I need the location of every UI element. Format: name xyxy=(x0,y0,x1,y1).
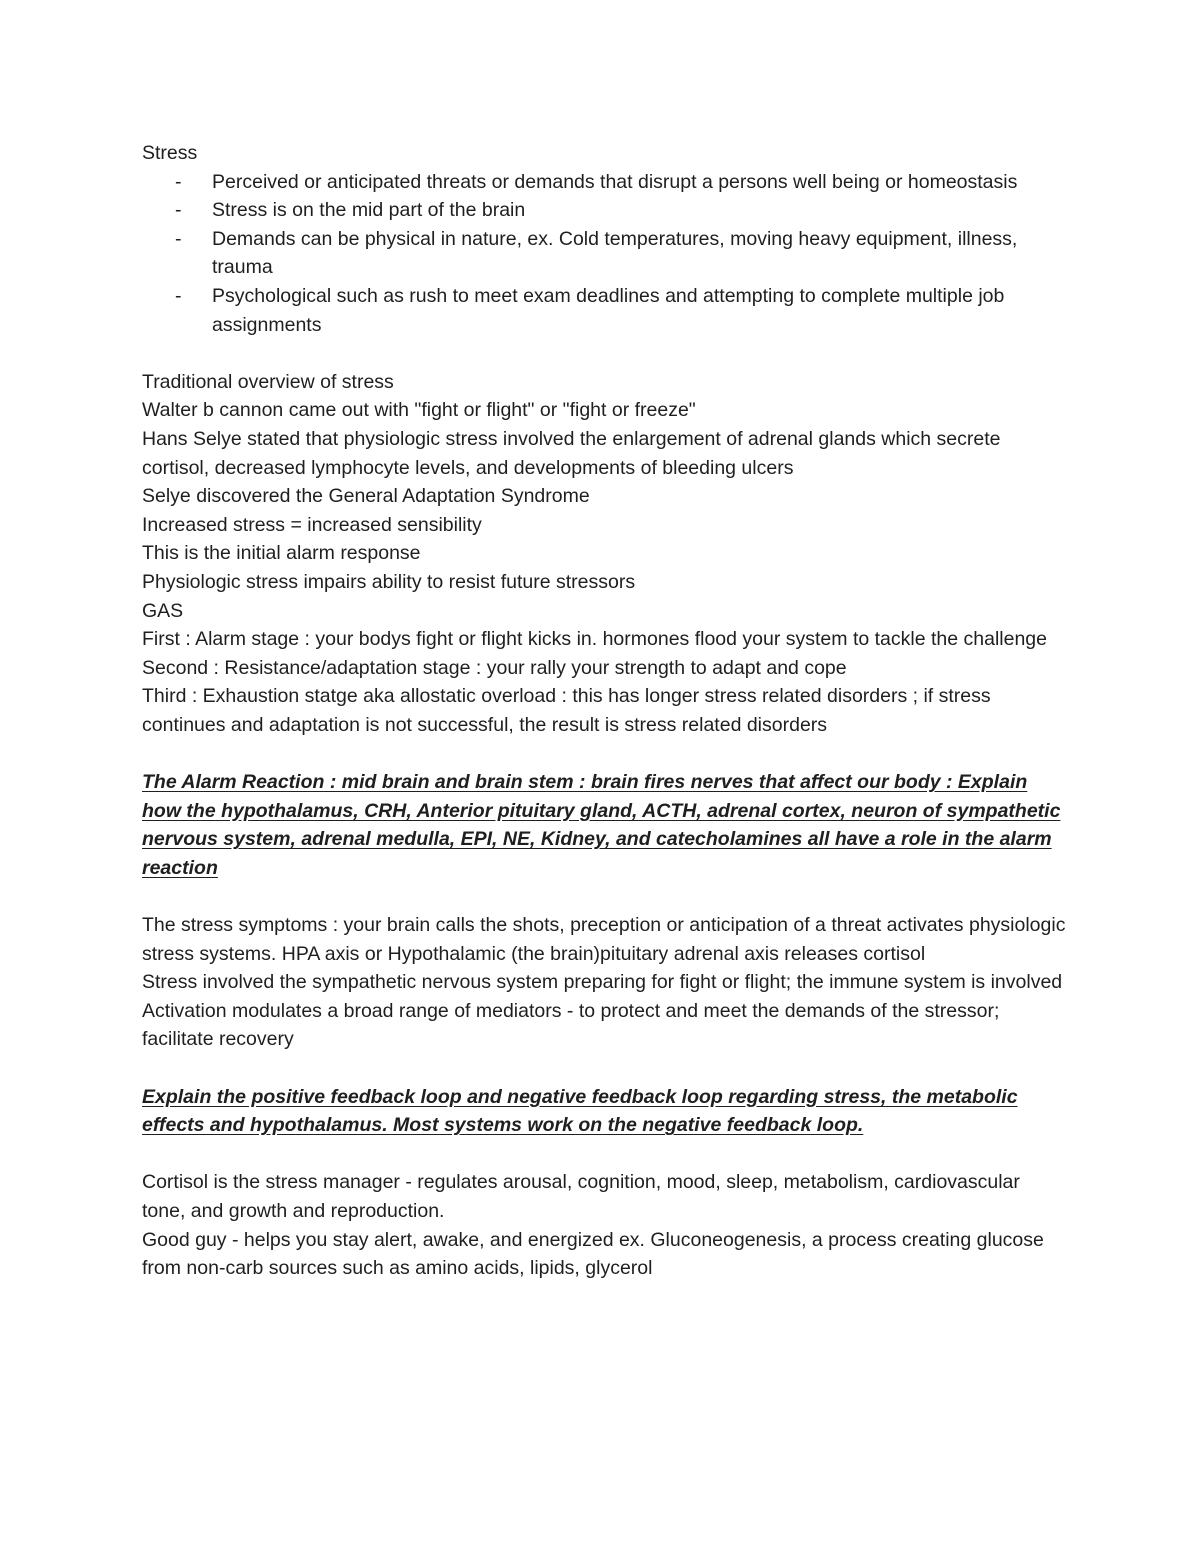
paragraph-line: Walter b cannon came out with "fight or flight" or "fight or freeze" xyxy=(142,399,696,422)
paragraph-gap xyxy=(142,882,1067,911)
paragraph-line: Activation modulates a broad range of mediators - to protect and meet the demands of the stressor; facilitate recovery xyxy=(142,999,1000,1051)
paragraph-line: Good guy - helps you stay alert, awake, and energized ex. Gluconeogenesis, a process creating glucose from non-carb sources such as amino acids, lipids, glycerol xyxy=(142,1228,1044,1280)
paragraph-line: Traditional overview of stress xyxy=(142,370,394,393)
dash-marker: - xyxy=(175,170,182,193)
paragraph-line: Second : Resistance/adaptation stage : your rally your strength to adapt and cope xyxy=(142,656,847,679)
section-title-stress: Stress xyxy=(142,142,198,164)
list-item-text: Psychological such as rush to meet exam deadlines and attempting to complete multiple job assignments xyxy=(212,284,1005,336)
list-item xyxy=(142,225,1067,282)
paragraph-gap xyxy=(142,1054,1067,1083)
paragraph-line: Physiologic stress impairs ability to resist future stressors xyxy=(142,570,636,593)
paragraph-gap xyxy=(142,339,1067,368)
list-item xyxy=(142,282,1067,339)
paragraph-line: First : Alarm stage : your bodys fight or flight kicks in. hormones flood your system to tackle the challenge xyxy=(142,628,1047,651)
section-heading-alarm-reaction: The Alarm Reaction : mid brain and brain stem : brain fires nerves that affect our body : Explain how the hypothalamus, CRH, Anterior pituitary gland, ACTH, adrenal cortex, neuron of sympathetic nervous system, adrenal medulla, EPI, NE, Kidney, and catecholamines all have a role in the alarm reaction xyxy=(142,771,1061,879)
list-item xyxy=(142,196,1067,225)
paragraph-line: The stress symptoms : your brain calls the shots, preception or anticipation of a threat activates physiologic stress systems. HPA axis or Hypothalamic (the brain)pituitary adrenal axis releases cortisol xyxy=(142,914,1066,965)
paragraph-line: Increased stress = increased sensibility xyxy=(142,513,482,536)
dash-marker: - xyxy=(175,227,182,250)
paragraph-line: Stress involved the sympathetic nervous system preparing for fight or flight; the immune system is involved xyxy=(142,971,1063,994)
paragraph-line: Selye discovered the General Adaptation Syndrome xyxy=(142,485,590,508)
list-item-text: Demands can be physical in nature, ex. Cold temperatures, moving heavy equipment, illness, trauma xyxy=(212,227,1018,279)
paragraph-line: Hans Selye stated that physiologic stress involved the enlargement of adrenal glands which secrete cortisol, decreased lymphocyte levels, and developments of bleeding ulcers xyxy=(142,427,1001,479)
dash-marker: - xyxy=(175,199,182,222)
list-item-text: Stress is on the mid part of the brain xyxy=(212,199,526,222)
paragraph-line: GAS xyxy=(142,599,184,622)
paragraph-line: Third : Exhaustion statge aka allostatic overload : this has longer stress related disorders ; if stress continues and adaptation is not successful, the result is stress related disorders xyxy=(142,685,991,736)
paragraph-gap xyxy=(142,739,1067,768)
list-item xyxy=(142,168,1067,197)
paragraph-line: This is the initial alarm response xyxy=(142,542,421,565)
paragraph-gap xyxy=(142,1140,1067,1169)
list-item-text: Perceived or anticipated threats or demands that disrupt a persons well being or homeostasis xyxy=(212,170,1018,193)
section-heading-feedback-loop: Explain the positive feedback loop and negative feedback loop regarding stress, the metabolic effects and hypothalamus. Most systems work on the negative feedback loop. xyxy=(142,1085,1018,1137)
dash-marker: - xyxy=(175,284,182,307)
paragraph-line: Cortisol is the stress manager - regulates arousal, cognition, mood, sleep, metabolism, cardiovascular tone, and growth and reproduction. xyxy=(142,1171,1020,1222)
stress-bullet-list xyxy=(142,168,1067,340)
document-page xyxy=(142,139,1067,1283)
